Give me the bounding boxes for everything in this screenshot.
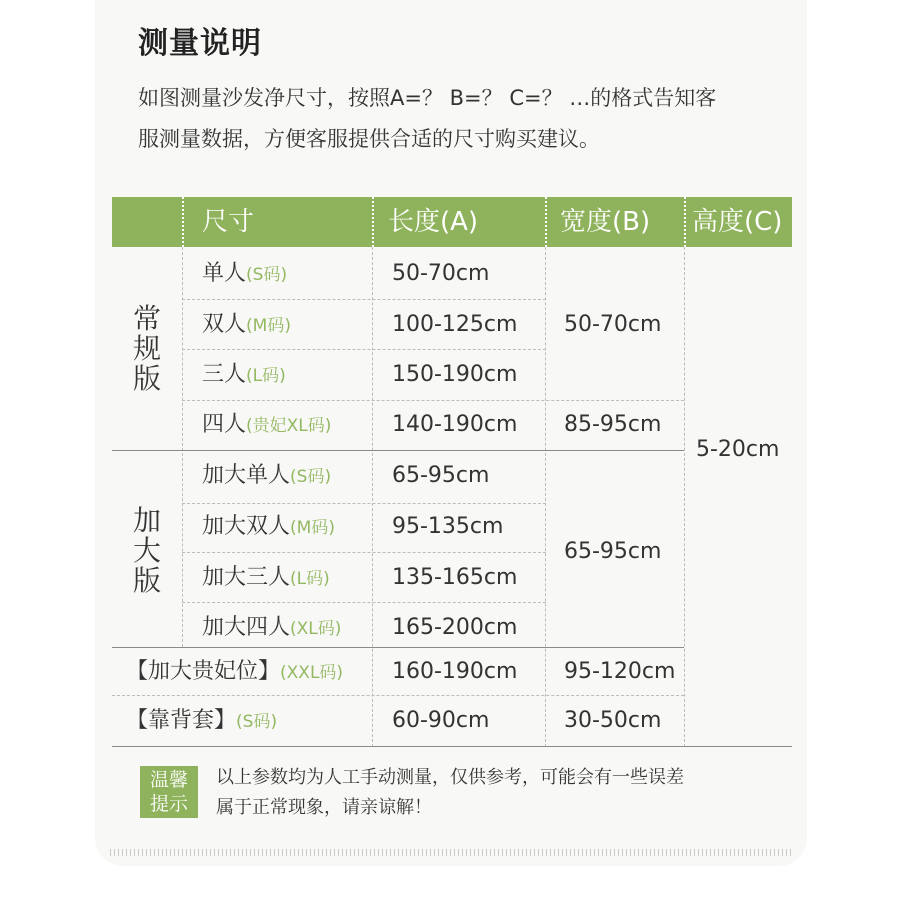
- intro-line-2: 服测量数据，方便客服提供合适的尺寸购买建议。: [138, 127, 600, 151]
- row-divider: [182, 602, 546, 603]
- size-label-double: 双人(M码): [202, 312, 291, 337]
- length-value: 50-70cm: [392, 261, 490, 286]
- size-label-chaise: 【加大贵妃位】(XXL码): [126, 659, 344, 684]
- bottom-hatch-decoration: [110, 849, 792, 856]
- header-width: 宽度(B): [560, 207, 651, 237]
- size-table: [112, 197, 792, 747]
- tip-badge: 温馨 提示: [140, 766, 198, 818]
- width-value-large: 65-95cm: [564, 539, 662, 564]
- size-label-triple: 三人(L码): [202, 362, 286, 387]
- width-value-regular: 50-70cm: [564, 312, 662, 337]
- row-divider: [182, 349, 546, 350]
- length-value: 65-95cm: [392, 463, 490, 488]
- column-divider: [545, 247, 546, 747]
- header-size: 尺寸: [202, 207, 255, 237]
- length-value: 100-125cm: [392, 312, 518, 337]
- page-title: 测量说明: [138, 26, 262, 61]
- length-value: 60-90cm: [392, 708, 490, 733]
- tip-line-1: 以上参数均为人工手动测量，仅供参考，可能会有一些误差: [216, 767, 684, 788]
- length-value: 95-135cm: [392, 514, 504, 539]
- size-label-quad: 四人(贵妃XL码): [202, 412, 332, 437]
- group-divider: [112, 647, 684, 648]
- header-divider: [684, 197, 686, 247]
- header-divider: [372, 197, 374, 247]
- length-value: 140-190cm: [392, 412, 518, 437]
- intro-line-1: 如图测量沙发净尺寸，按照A=？ B=？ C=？ …的格式告知客: [138, 86, 717, 110]
- size-label-large-double: 加大双人(M码): [202, 514, 335, 539]
- length-value: 135-165cm: [392, 565, 518, 590]
- size-label-large-triple: 加大三人(L码): [202, 565, 330, 590]
- header-divider: [545, 197, 547, 247]
- row-divider: [182, 299, 546, 300]
- length-value: 150-190cm: [392, 362, 518, 387]
- header-divider: [182, 197, 184, 247]
- row-divider: [182, 400, 684, 401]
- column-divider: [372, 247, 373, 747]
- width-value-regular-quad: 85-95cm: [564, 412, 662, 437]
- group-divider: [112, 450, 684, 451]
- row-divider: [112, 695, 684, 696]
- intro-text: [138, 78, 788, 160]
- width-value-chaise: 95-120cm: [564, 659, 676, 684]
- size-label-backrest: 【靠背套】(S码): [126, 708, 278, 733]
- group-label-large: 加 大 版: [132, 504, 161, 597]
- size-label-large-quad: 加大四人(XL码): [202, 615, 342, 640]
- tip-line-2: 属于正常现象，请亲谅解！: [216, 797, 432, 818]
- table-bottom-line: [112, 746, 792, 747]
- header-length: 长度(A): [388, 207, 479, 237]
- row-divider: [182, 552, 546, 553]
- length-value: 165-200cm: [392, 615, 518, 640]
- column-divider: [182, 247, 183, 647]
- width-value-backrest: 30-50cm: [564, 708, 662, 733]
- header-height: 高度(C): [692, 207, 783, 237]
- length-value: 160-190cm: [392, 659, 518, 684]
- size-label-large-single: 加大单人(S码): [202, 463, 332, 488]
- height-value: 5-20cm: [696, 437, 780, 462]
- size-label-single: 单人(S码): [202, 261, 288, 286]
- column-divider: [684, 247, 685, 747]
- group-label-regular: 常 规 版: [132, 302, 161, 395]
- row-divider: [182, 503, 546, 504]
- tip-text: [216, 763, 684, 823]
